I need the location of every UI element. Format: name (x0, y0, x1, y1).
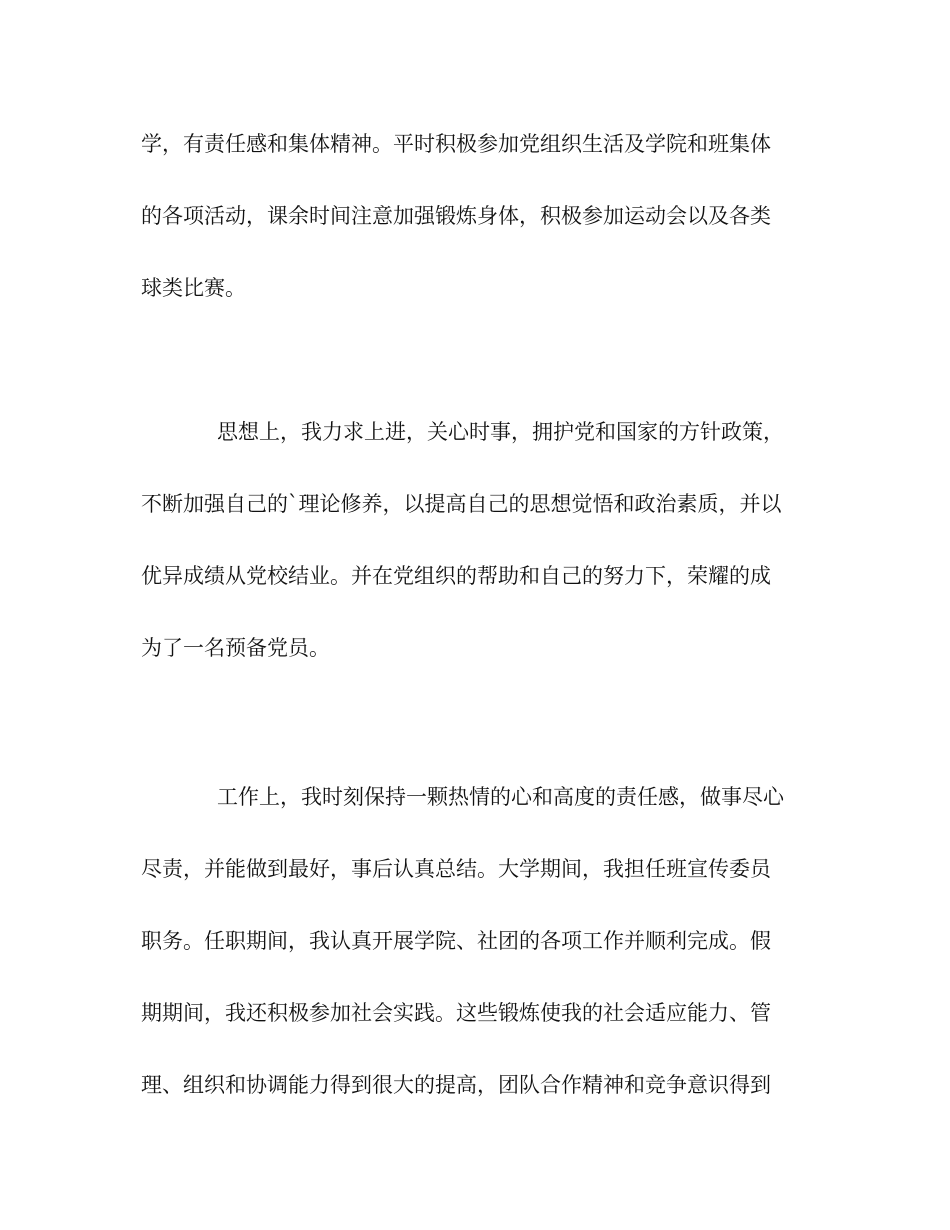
paragraph-2-line-2: 不断加强自己的`理论修养，以提高自己的思想觉悟和政治素质，并以 (141, 492, 782, 516)
paragraph-1-line-2: 的各项活动，课余时间注意加强锻炼身体，积极参加运动会以及各类 (141, 204, 771, 228)
paragraph-3-line-3: 职务。任职期间，我认真开展学院、社团的各项工作并顺利完成。假 (141, 929, 771, 953)
paragraph-1-line-3: 球类比赛。 (141, 276, 246, 300)
paragraph-2-line-4: 为了一名预备党员。 (141, 636, 330, 660)
paragraph-1-line-1: 学，有责任感和集体精神。平时积极参加党组织生活及学院和班集体 (141, 132, 771, 156)
paragraph-3-line-5: 理、组织和协调能力得到很大的提高，团队合作精神和竞争意识得到 (141, 1073, 771, 1097)
paragraph-2-line-1: 思想上，我力求上进，关心时事，拥护党和国家的方针政策， (217, 420, 784, 444)
paragraph-3-line-4: 期期间，我还积极参加社会实践。这些锻炼使我的社会适应能力、管 (141, 1001, 771, 1025)
paragraph-3-line-1: 工作上，我时刻保持一颗热情的心和高度的责任感，做事尽心 (217, 785, 784, 809)
paragraph-2-line-3: 优异成绩从党校结业。并在党组织的帮助和自己的努力下，荣耀的成 (141, 564, 771, 588)
paragraph-3-line-2: 尽责，并能做到最好，事后认真总结。大学期间，我担任班宣传委员 (141, 857, 771, 881)
